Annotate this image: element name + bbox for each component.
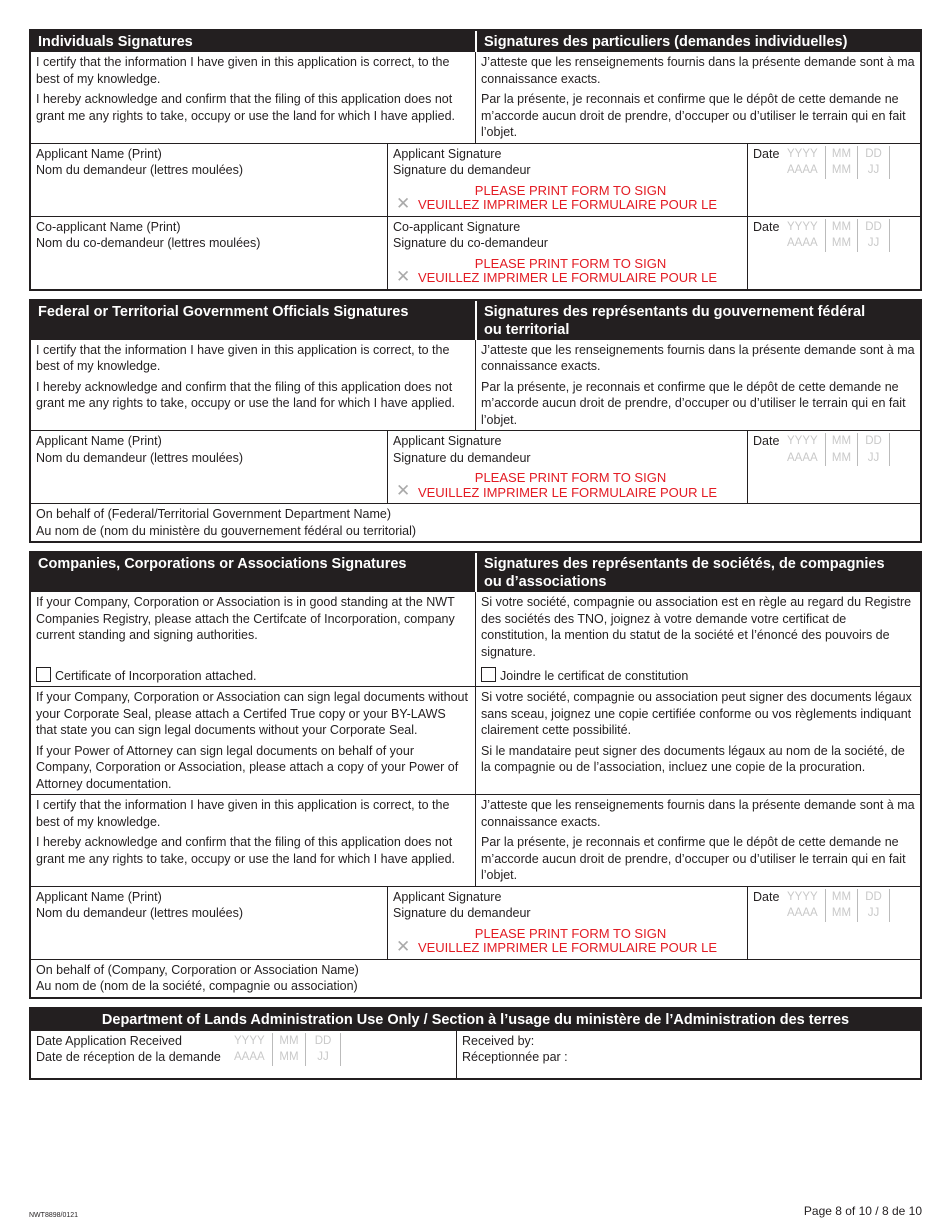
checkbox[interactable] <box>481 667 496 682</box>
acknowledge-text-en: I hereby acknowledge and confirm that the filing of this application does not grant me any rights to take, occupy or use the land for which I have applied. <box>36 835 455 866</box>
acknowledge-text-en: I hereby acknowledge and confirm that the filing of this application does not grant me any rights to take, occupy or use the land for which I have applied. <box>36 379 455 410</box>
coapplicant-name-label-en: Co-applicant Name (Print) <box>36 219 181 234</box>
individuals-section <box>29 29 922 291</box>
date-label: Date <box>753 146 780 161</box>
signature-x-icon: ✕ <box>396 266 411 286</box>
date-received-field[interactable] <box>31 1031 457 1078</box>
applicant-name-field[interactable] <box>31 144 388 216</box>
applicant-name-label-fr: Nom du demandeur (lettres moulées) <box>36 163 244 177</box>
companies-header <box>31 553 920 592</box>
companies-on-behalf-field[interactable] <box>31 959 920 997</box>
companies-declaration <box>31 794 920 886</box>
applicant-signature-label-en: Applicant Signature <box>393 146 502 161</box>
date-label: Date <box>753 889 780 904</box>
applicant-signature-label-fr: Signature du demandeur <box>393 163 531 177</box>
applicant-signature-field[interactable] <box>388 144 748 216</box>
coapplicant-signature-label-fr: Signature du co-demandeur <box>393 236 548 250</box>
print-to-sign-notice: PLEASE PRINT FORM TO SIGN VEUILLEZ IMPRIMER LE FORMULAIRE POUR LE <box>417 182 718 212</box>
federal-applicant-name-field[interactable] <box>31 431 388 503</box>
page-number: Page 8 of 10 / 8 de 10 <box>803 1204 922 1218</box>
companies-applicant-signature-field[interactable] <box>388 887 748 959</box>
certify-text-fr: J’atteste que les renseignements fournis dans la présente demande sont à ma connaissance exacts. <box>481 342 915 373</box>
applicant-name-label-fr: Nom du demandeur (lettres moulées) <box>36 450 244 465</box>
applicant-signature-label-fr: Signature du demandeur <box>393 450 531 465</box>
certify-text-en: I certify that the information I have given in this application is correct, to the best of my knowledge. <box>36 342 450 373</box>
certify-text-fr: J’atteste que les renseignements fournis dans la présente demande sont à ma connaissance exacts. <box>481 55 915 86</box>
applicant-signature-row <box>31 143 920 216</box>
companies-section <box>29 551 922 999</box>
individuals-declaration <box>31 52 920 143</box>
admin-row <box>31 1031 920 1078</box>
acknowledge-text-fr: Par la présente, je reconnais et confirme que le dépôt de cette demande ne m’accorde aucun droit de prendre, d’occuper ou d’utiliser le terrain qui en fait l’objet. <box>481 379 906 427</box>
federal-header-en: Federal or Territorial Government Officials Signatures <box>38 303 409 320</box>
applicant-signature-label-en: Applicant Signature <box>393 889 502 904</box>
received-by-label-fr: Réceptionnée par : <box>462 1050 568 1064</box>
seal-text-fr: Si votre société, compagnie ou association peut signer des documents légaux sans sceau, joignez une copie certifiée conforme ou vos règlements indiquant clairement cette possibilité. <box>481 690 912 737</box>
seal-text-en: If your Company, Corporation or Association can sign legal documents without your Corporate Seal, please attach a Certifed True copy or your BY-LAWS that state you can sign legal documents without your Corporate Seal. <box>36 690 468 737</box>
date-label: Date <box>753 219 780 234</box>
coapplicant-signature-label-en: Co-applicant Signature <box>393 219 521 234</box>
print-to-sign-notice: PLEASE PRINT FORM TO SIGN VEUILLEZ IMPRIMER LE FORMULAIRE POUR LE <box>417 470 718 500</box>
poa-text-fr: Si le mandataire peut signer des documents légaux au nom de la société, de la compagnie ou de l’association, incluez une copie de la procuration. <box>481 743 905 774</box>
federal-signature-row <box>31 430 920 503</box>
federal-declaration <box>31 340 920 431</box>
companies-header-fr: Signatures des représentants de sociétés, de compagnies ou d’associations <box>475 553 920 592</box>
federal-on-behalf-field[interactable] <box>31 503 920 541</box>
acknowledge-text-fr: Par la présente, je reconnais et confirme que le dépôt de cette demande ne m’accorde aucun droit de prendre, d’occuper ou d’utiliser le terrain qui en fait l’objet. <box>481 92 906 139</box>
certify-text-en: I certify that the information I have given in this application is correct, to the best of my knowledge. <box>36 55 450 86</box>
signature-x-icon: ✕ <box>396 936 411 956</box>
standing-text-fr: Si votre société, compagnie ou association est en règle au regard du Registre des sociétés des TNO, joignez à votre demande votre certificat de constitution, la mention du statut de la société et l’énoncé des pouvoirs de signature. <box>481 595 912 659</box>
signature-x-icon: ✕ <box>396 193 411 213</box>
on-behalf-label-fr: Au nom de (nom du ministère du gouvernement fédéral ou territorial) <box>36 523 417 538</box>
federal-header-fr: Signatures des représentants du gouvernement fédéral ou territorial <box>475 301 920 340</box>
poa-text-en: If your Power of Attorney can sign legal documents on behalf of your Company, Corporation or Association, please attach a copy of your Power of Attorney documentation. <box>36 743 459 791</box>
cert-attached-checkbox-en[interactable] <box>36 667 470 685</box>
date-boxes: YYYY AAAA MM MM DD JJ <box>234 1033 341 1076</box>
certify-text-en: I certify that the information I have given in this application is correct, to the best of my knowledge. <box>36 798 450 829</box>
acknowledge-text-en: I hereby acknowledge and confirm that the filing of this application does not grant me any rights to take, occupy or use the land for which I have applied. <box>36 92 455 123</box>
admin-header-text: Department of Lands Administration Use Only / Section à l’usage du ministère de l’Administration des terres <box>101 1011 850 1028</box>
on-behalf-label-en: On behalf of (Company, Corporation or Association Name) <box>36 962 359 977</box>
cert-attached-label-fr: Joindre le certificat de constitution <box>500 668 689 683</box>
federal-section <box>29 299 922 544</box>
date-label: Date <box>753 434 780 448</box>
applicant-name-label-en: Applicant Name (Print) <box>36 434 162 448</box>
print-to-sign-notice: PLEASE PRINT FORM TO SIGN VEUILLEZ IMPRIMER LE FORMULAIRE POUR LE <box>417 925 718 955</box>
on-behalf-label-fr: Au nom de (nom de la société, compagnie ou association) <box>36 979 358 993</box>
coapplicant-date-field[interactable] <box>748 217 920 289</box>
admin-use-section <box>29 1007 922 1080</box>
applicant-name-label-fr: Nom du demandeur (lettres moulées) <box>36 906 244 920</box>
print-to-sign-notice: PLEASE PRINT FORM TO SIGN VEUILLEZ IMPRIMER LE FORMULAIRE POUR LE <box>417 255 718 285</box>
applicant-date-field[interactable] <box>748 144 920 216</box>
date-received-label-fr: Date de réception de la demande <box>36 1050 221 1064</box>
coapplicant-signature-field[interactable] <box>388 217 748 289</box>
form-code: NWT8898/0121 <box>29 1212 79 1219</box>
on-behalf-label-en: On behalf of (Federal/Territorial Government Department Name) <box>36 507 392 521</box>
signature-x-icon: ✕ <box>396 481 411 500</box>
companies-standing <box>31 592 920 686</box>
cert-attached-checkbox-fr[interactable] <box>481 667 915 685</box>
date-boxes: YYYY AAAA MM MM DD JJ <box>787 146 890 179</box>
cert-attached-label-en: Certificate of Incorporation attached. <box>55 668 257 683</box>
companies-applicant-name-field[interactable] <box>31 887 388 959</box>
received-by-field[interactable] <box>457 1031 920 1078</box>
applicant-name-label-en: Applicant Name (Print) <box>36 146 162 161</box>
individuals-header-fr: Signatures des particuliers (demandes individuelles) <box>475 31 920 52</box>
acknowledge-text-fr: Par la présente, je reconnais et confirme que le dépôt de cette demande ne m’accorde aucun droit de prendre, d’occuper ou d’utiliser le terrain qui en fait l’objet. <box>481 835 906 882</box>
date-boxes: YYYY AAAA MM MM DD JJ <box>787 433 890 466</box>
companies-signature-row <box>31 886 920 959</box>
applicant-name-label-en: Applicant Name (Print) <box>36 889 162 904</box>
received-by-label-en: Received by: <box>462 1033 535 1048</box>
coapplicant-name-field[interactable] <box>31 217 388 289</box>
form-page <box>29 29 922 1088</box>
coapplicant-name-label-fr: Nom du co-demandeur (lettres moulées) <box>36 236 261 250</box>
standing-text-en: If your Company, Corporation or Association is in good standing at the NWT Companies Registry, please attach the Certifcate of Incorporation, company current standing and signing authorities. <box>36 595 455 642</box>
federal-header <box>31 301 920 340</box>
applicant-signature-label-fr: Signature du demandeur <box>393 906 531 920</box>
companies-seal-poa <box>31 686 920 794</box>
applicant-signature-label-en: Applicant Signature <box>393 434 502 448</box>
individuals-header <box>31 31 920 52</box>
certify-text-fr: J’atteste que les renseignements fournis dans la présente demande sont à ma connaissance exacts. <box>481 798 915 829</box>
date-boxes: YYYY AAAA MM MM DD JJ <box>787 889 890 922</box>
federal-date-field[interactable] <box>748 431 920 503</box>
date-boxes: YYYY AAAA MM MM DD JJ <box>787 219 890 252</box>
admin-header <box>31 1009 920 1031</box>
companies-header-en: Companies, Corporations or Associations Signatures <box>38 556 407 572</box>
federal-applicant-signature-field[interactable] <box>388 431 748 503</box>
checkbox[interactable] <box>36 667 51 682</box>
individuals-header-en: Individuals Signatures <box>38 34 193 50</box>
coapplicant-signature-row <box>31 216 920 289</box>
companies-date-field[interactable] <box>748 887 920 959</box>
date-received-label-en: Date Application Received <box>36 1033 182 1048</box>
